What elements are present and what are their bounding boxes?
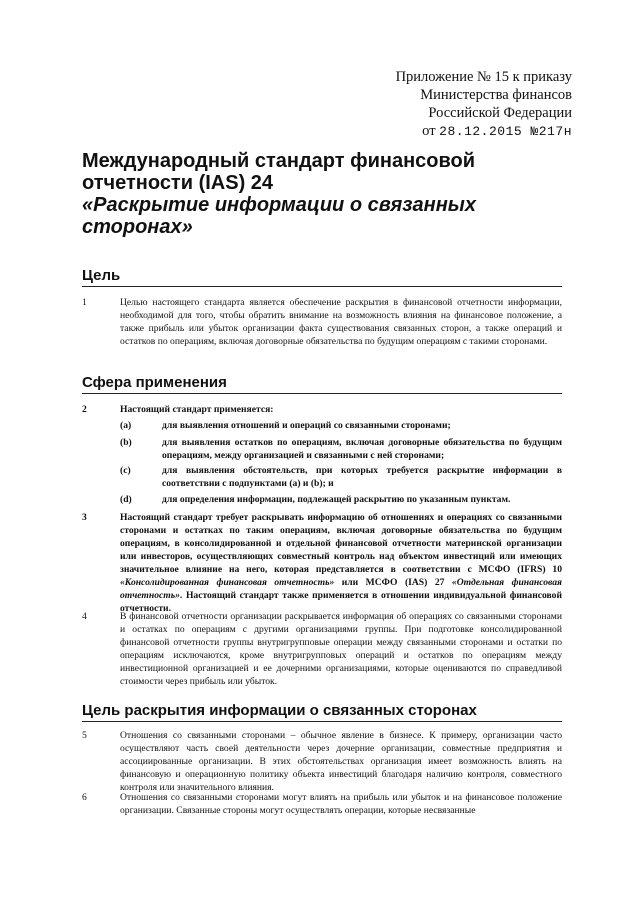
title-line-2: отчетности (IAS) 24 [82, 172, 274, 194]
paragraph-text: Отношения со связанными сторонами – обычное явление в бизнесе. К примеру, организации часто осуществляют часть своей деятельности через дочерние организации, совместные предприятия и ассоциированные организации. В этих обстоятельствах организация имеет возможность влиять на финансовую и операционную политику объекта инвестиций благодаря наличию контроля, совместного контроля или значительного влияния. [120, 730, 562, 793]
paragraph-6 [82, 791, 562, 817]
ias27-title: «Отдельная финансовая отчетность» [120, 577, 563, 601]
list-item-marker: (d) [120, 494, 132, 505]
paragraph-3 [82, 511, 562, 615]
appendix-date-number: 28.12.2015 №217н [439, 124, 572, 139]
paragraph-text-part: . Настоящий стандарт также применяется в отношении индивидуальной финансовой отчетности. [120, 590, 562, 614]
section-heading-scope: Сфера применения [82, 374, 562, 394]
paragraph-number: 1 [82, 297, 87, 308]
list-item-c [82, 464, 562, 490]
list-item-a [82, 419, 562, 432]
appendix-line-3: Российской Федерации [428, 105, 572, 121]
list-item-text: для выявления остатков по операциям, включая договорные обязательства по будущим операциям, между организацией и связанными с ней сторонами; [162, 437, 562, 461]
appendix-header [396, 68, 572, 141]
document-subtitle: «Раскрытие информации о связанных сторонах» [82, 194, 476, 238]
paragraph-number: 2 [82, 404, 87, 415]
paragraph-text-part: Настоящий стандарт требует раскрывать информацию об отношениях и операциях со связанными сторонами и остатках по таким операциям, включая договорные обязательства по будущим операциям, в консолидированной и отдельной финансовой отчетности материнской организации или инвесторов, осуществляющих совместный контроль над объектом инвестиций или имеющих значительное влияние на него, которая представляется в соответствии с МСФО (IFRS) 10 [120, 512, 562, 575]
list-item-marker: (a) [120, 420, 132, 431]
appendix-line-2: Министерства финансов [420, 87, 572, 103]
list-item-text: для определения информации, подлежащей раскрытию по указанным пунктам. [162, 494, 511, 505]
paragraph-text: В финансовой отчетности организации раскрывается информация об операциях со связанными сторонами и остатках по операциям с другими организациями группы. При подготовке консолидированной финансовой отчетности группы внутригрупповые операции между связанными сторонами и остатки по операциям исключаются, кроме внутригрупповых операций и остатков по операциям между инвестиционной организацией и ее дочерними организациями, которые оцениваются по справедливой стоимости через прибыль или убыток. [120, 611, 562, 687]
paragraph-text-part: или МСФО (IAS) 27 [334, 577, 452, 588]
section-heading-purpose: Цель раскрытия информации о связанных сторонах [82, 702, 562, 722]
paragraph-text: Целью настоящего стандарта является обеспечение раскрытия в финансовой отчетности информации, необходимой для того, чтобы обратить внимание на возможность влияния на финансовое положение, а также прибыль или убыток организации факта существования связанных сторон, а также операций и остатков по операциям, включая договорные обязательства по будущим операциям с такими сторонами. [120, 297, 562, 347]
paragraph-1 [82, 296, 562, 348]
list-item-d [82, 493, 562, 506]
list-item-b [82, 436, 562, 462]
list-item-marker: (b) [120, 437, 132, 448]
list-item-marker: (c) [120, 465, 131, 476]
appendix-date-prefix: от [422, 123, 436, 139]
paragraph-number: 4 [82, 611, 87, 622]
paragraph-2 [82, 403, 562, 416]
paragraph-text [120, 511, 562, 615]
title-line-1: Международный стандарт финансовой [82, 150, 476, 172]
document-title [82, 150, 542, 238]
list-item-text: для выявления обстоятельств, при которых требуется раскрытие информации в соответствии с подпунктами (a) и (b); и [162, 465, 562, 489]
list-item-text: для выявления отношений и операций со связанными сторонами; [162, 420, 451, 431]
paragraph-4 [82, 610, 562, 688]
section-heading-goal: Цель [82, 267, 562, 287]
paragraph-number: 5 [82, 730, 87, 741]
paragraph-number: 6 [82, 792, 87, 803]
paragraph-5 [82, 729, 562, 794]
paragraph-number: 3 [82, 512, 87, 523]
appendix-line-1: Приложение № 15 к приказу [395, 69, 572, 85]
paragraph-text: Отношения со связанными сторонами могут влиять на прибыль или убыток и на финансовое положение организации. Связанные стороны могут осуществлять операции, которые несвязанные [120, 792, 562, 816]
ifrs10-title: «Консолидированная финансовая отчетность» [120, 577, 335, 588]
paragraph-text: Настоящий стандарт применяется: [120, 404, 274, 415]
appendix-line-4 [396, 122, 572, 141]
